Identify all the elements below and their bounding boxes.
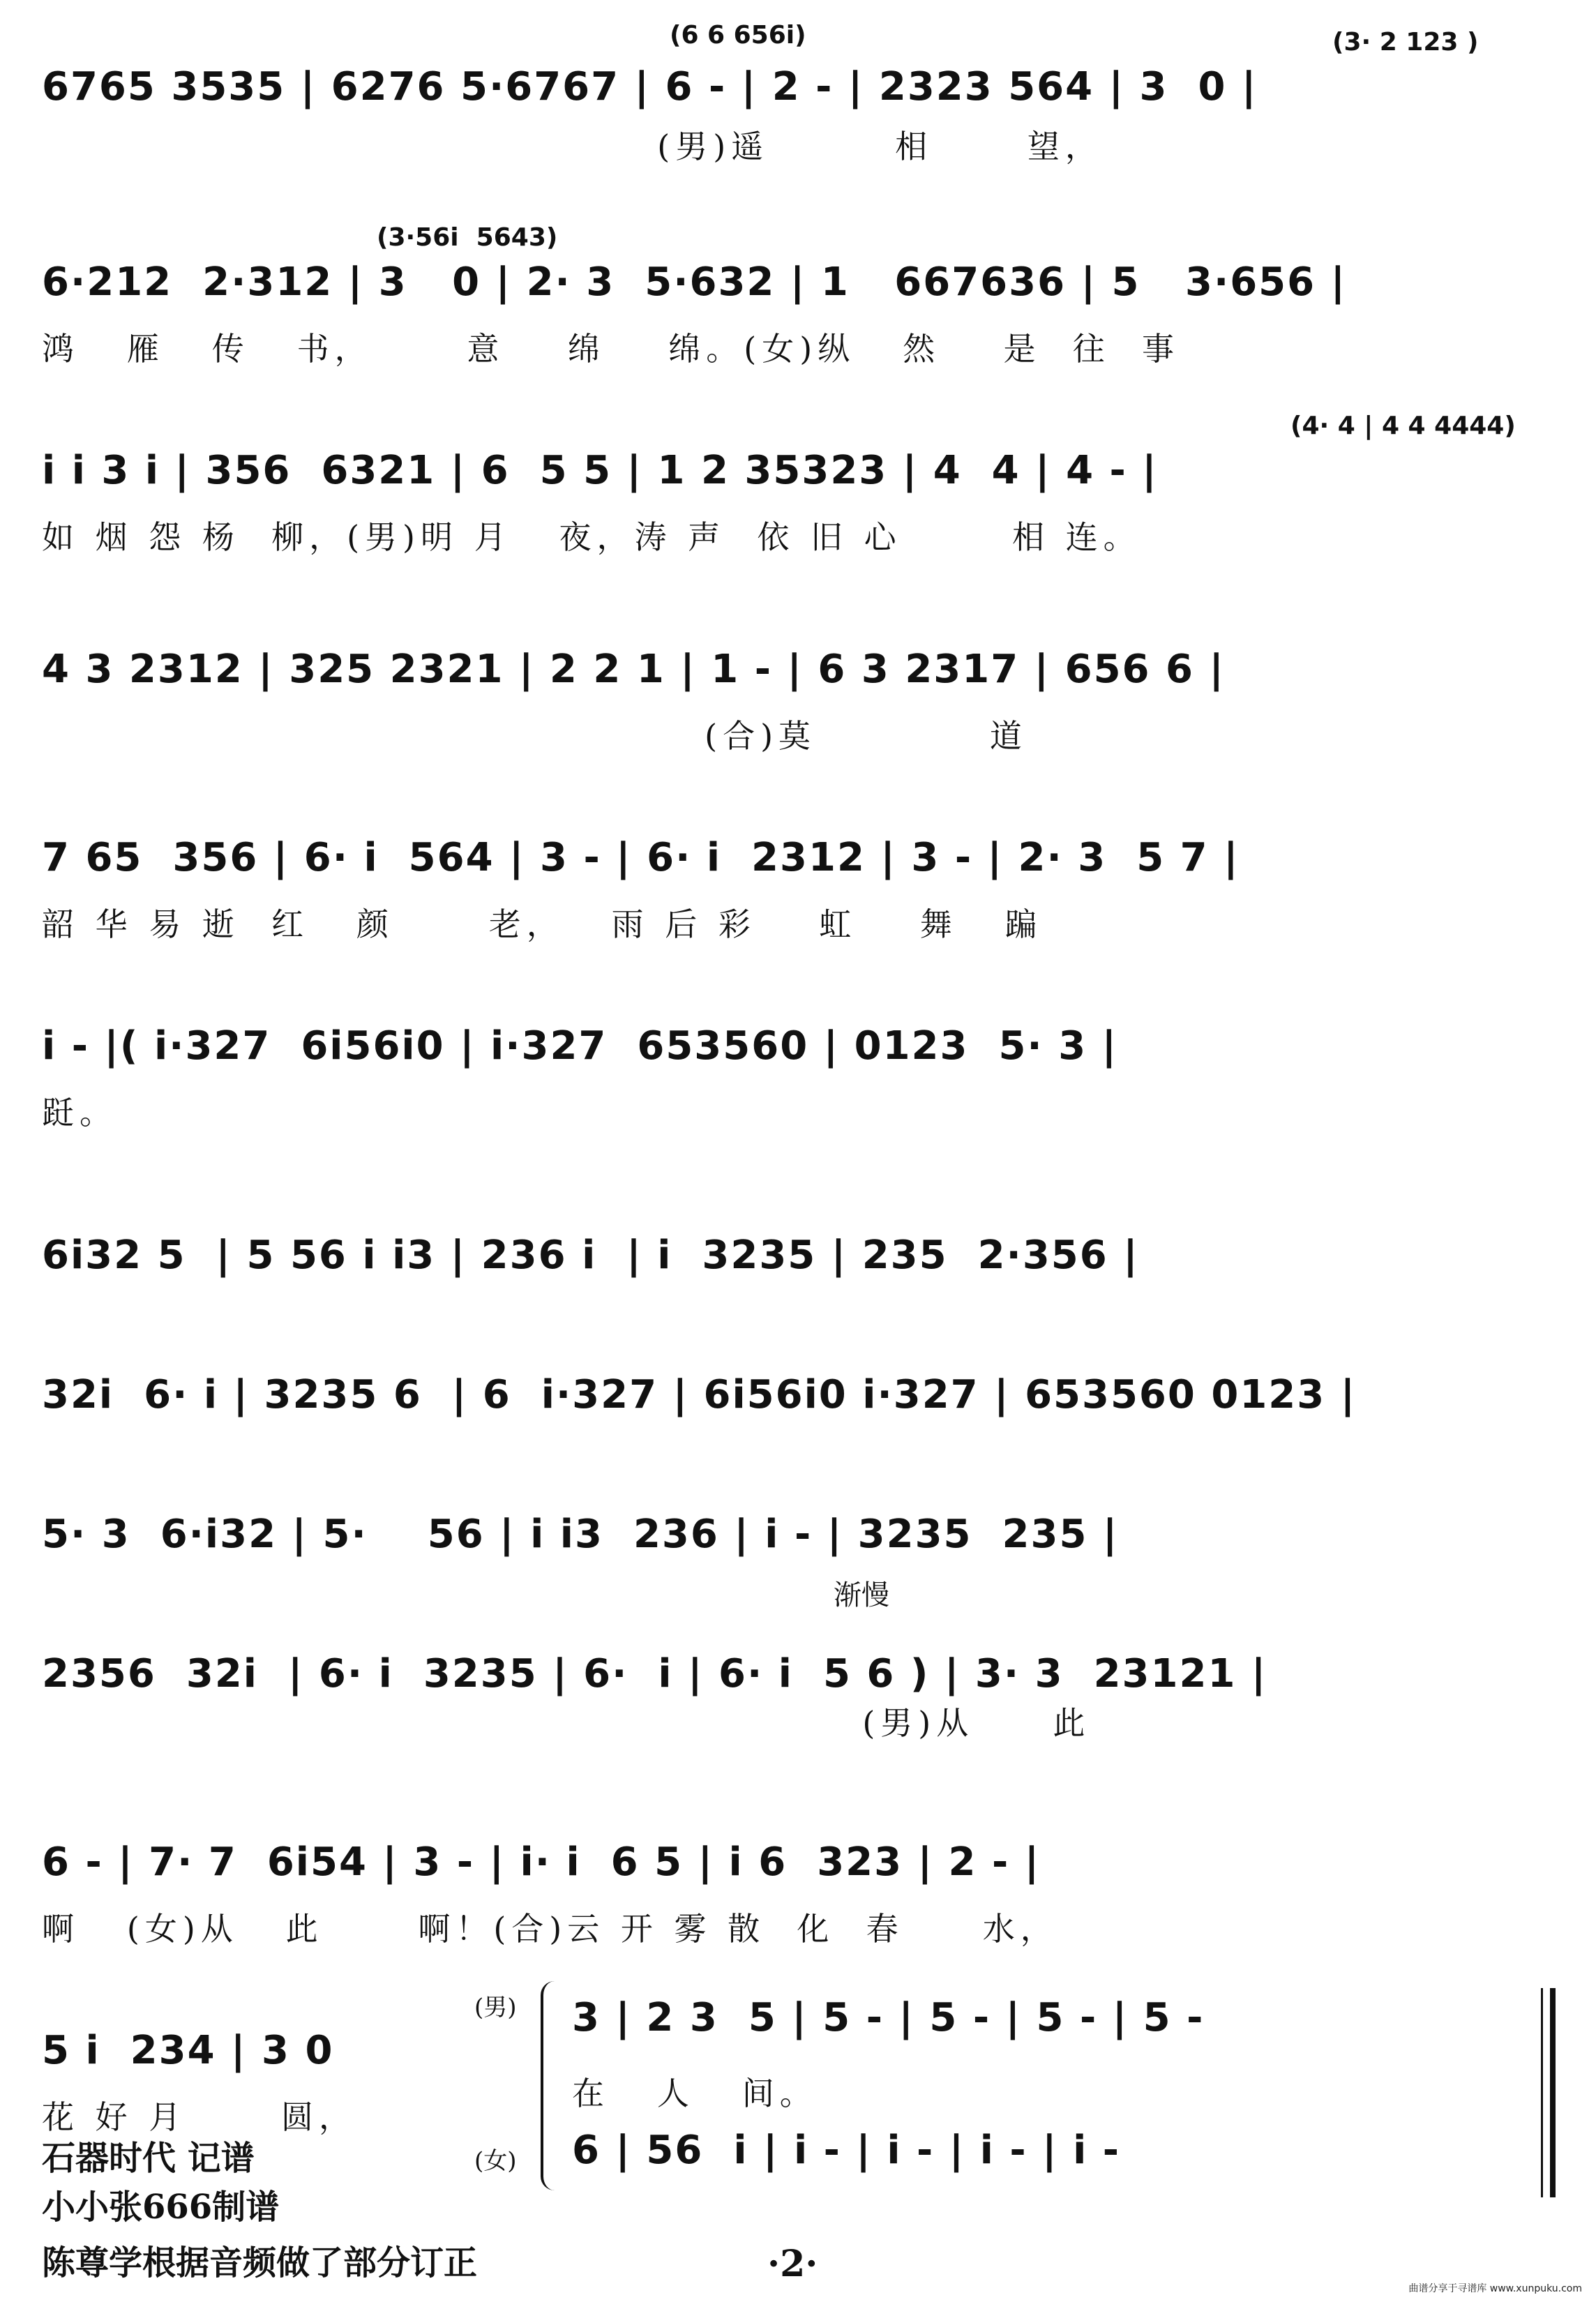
male-part-lyrics: 在 人 间。 — [572, 2075, 818, 2112]
lyrics-line: (合)莫 道 — [42, 717, 1027, 755]
annotation-grace: (4· 4 | 4 4 4444) — [1290, 412, 1516, 440]
notation-line: 6765 3535 | 6276 5·6767 | 6 - | 2 - | 2323 564 | 3 0 | — [42, 64, 1258, 110]
score-system-5 — [42, 802, 1556, 942]
notation-line: 6·212 2·312 | 3 0 | 2· 3 5·632 | 1 667636 | 5 3·656 | — [42, 259, 1347, 305]
score-system-6 — [42, 991, 1556, 1130]
score-system-12 — [42, 1995, 474, 2135]
tempo-mark: 渐慢 — [834, 1579, 889, 1611]
page-number: ·2· — [767, 2243, 818, 2285]
score-system-4 — [42, 614, 1556, 753]
credit-engraver: 小小张666制谱 — [42, 2188, 280, 2227]
score-system-1 — [42, 21, 1556, 167]
notation-line: 6 - | 7· 7 6i54 | 3 - | i· i 6 5 | i 6 323 | 2 - | — [42, 1840, 1041, 1885]
notation-line: 2356 32i | 6· i 3235 | 6· i | 6· i 5 6 ) | 3· 3 23121 | — [42, 1651, 1267, 1697]
female-part-notes: 6 | 56 i | i - | i - | i - | i - — [572, 2128, 1121, 2173]
lyrics-line: (男)遥 相 望， — [42, 128, 1103, 165]
lyrics-line: (男)从 此 — [42, 1704, 1091, 1742]
notation-line: 5· 3 6·i32 | 5· 56 | i i3 236 | i - | 3235 235 | — [42, 1512, 1119, 1557]
score-system-2 — [42, 223, 1556, 368]
lyrics-line: 如 烟 怨 杨 柳，(男)明 月 夜，涛 声 依 旧 心 相 连。 — [42, 518, 1141, 556]
final-barline — [1541, 1988, 1556, 2197]
notation-line: i - |( i·327 6i56i0 | i·327 653560 | 0123 5· 3 | — [42, 1023, 1118, 1069]
notation-line: 32i 6· i | 3235 6 | 6 i·327 | 6i56i0 i·327 | 653560 0123 | — [42, 1372, 1357, 1417]
notation-line: 6i32 5 | 5 56 i i3 | 236 i | i 3235 | 235 2·356 | — [42, 1233, 1139, 1278]
score-system-10 — [42, 1618, 1556, 1758]
site-footer: 曲谱分享于寻谱库 www.xunpuku.com — [1408, 2283, 1582, 2294]
annotation-grace: (6 6 656i) — [670, 21, 806, 50]
part-brace — [541, 1981, 557, 2190]
score-system-7 — [42, 1200, 1556, 1297]
score-system-8 — [42, 1339, 1556, 1437]
score-system-9 — [42, 1479, 1556, 1618]
lyrics-line: 韶 华 易 逝 红 颜 老， 雨 后 彩 虹 舞 蹁 — [42, 905, 1043, 943]
lyrics-line: 鸿 雁 传 书， 意 绵 绵。(女)纵 然 是 往 事 — [42, 330, 1180, 368]
notation-line: 4 3 2312 | 325 2321 | 2 2 1 | 1 - | 6 3 2317 | 656 6 | — [42, 647, 1225, 692]
male-part-label: (男) — [474, 1994, 517, 2022]
score-system-11 — [42, 1807, 1556, 1946]
annotation-grace: (3·56i 5643) — [377, 223, 558, 252]
lyrics-line: 啊 (女)从 此 啊！(合)云 开 雾 散 化 春 水， — [42, 1910, 1058, 1948]
credit-transcriber: 石器时代 记谱 — [42, 2139, 255, 2178]
annotation-grace: (3· 2 123 ) — [1332, 28, 1479, 57]
lyrics-line: 花 好 月 圆， — [42, 2098, 356, 2136]
credit-correction: 陈尊学根据音频做了部分订正 — [42, 2243, 478, 2282]
lyrics-line: 跹。 — [42, 1094, 117, 1131]
male-part-notes: 3 | 2 3 5 | 5 - | 5 - | 5 - | 5 - — [572, 1995, 1205, 2040]
female-part-label: (女) — [474, 2147, 517, 2175]
notation-line: i i 3 i | 356 6321 | 6 5 5 | 1 2 35323 | 4 4 | 4 - | — [42, 448, 1158, 493]
notation-line: 7 65 356 | 6· i 564 | 3 - | 6· i 2312 | 3 - | 2· 3 5 7 | — [42, 835, 1240, 880]
notation-line: 5 i 234 | 3 0 — [42, 2028, 334, 2073]
score-system-3 — [42, 412, 1556, 556]
two-part-ending — [474, 1967, 1556, 2197]
